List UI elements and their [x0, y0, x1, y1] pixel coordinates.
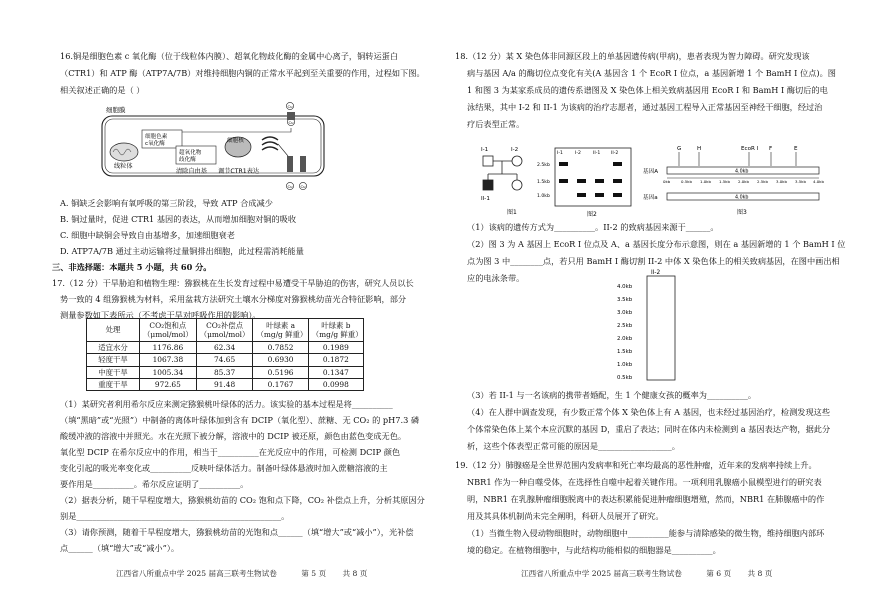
svg-text:4.0kb: 4.0kb — [813, 179, 824, 184]
cell-copper-diagram — [92, 100, 342, 196]
q19-line-4: 用及其具体机制尚未完全阐明，科研人员展开了研究。 — [467, 511, 664, 521]
q18-line-5: 疗后表型正常。 — [467, 119, 525, 129]
q19-line-3: 明，NBR1 在乳腺肿瘤细胞脱离中的表达积累能促进肿瘤细胞增殖，然而，NBR1 在肺腺癌中的作 — [467, 494, 825, 504]
geneA-length: 4.0kb — [735, 169, 749, 175]
q17-1-line-3: 酸缓冲液的溶液中并照光。水在光照下被分解，溶液中的 DCIP 被还原，颜色由蓝色变成无色。 — [60, 431, 407, 441]
table-row: 轻度干旱 1067.38 74.65 0.6930 0.1872 — [87, 354, 364, 366]
q17-2-line-1: （2）据表分析，随干旱程度增大，猕猴桃幼苗的 CO₂ 饱和点下降，CO₂ 补偿点上升，分析其原因分 — [60, 495, 425, 505]
table-row: 重度干旱 972.65 91.48 0.1767 0.0998 — [87, 378, 364, 390]
q18-3: （3）若 II-1 与一名该病的携带者婚配，生 1 个健康女孩的概率为__________。 — [467, 390, 757, 400]
footer-page: 第 5 页 — [301, 569, 327, 578]
gel2-size-15: 1.5kb — [537, 180, 550, 185]
footer-total: 共 8 页 — [342, 569, 368, 578]
q17-line-3: 测量参数如下表所示（不考虑干旱对呼吸作用的影响）。 — [60, 310, 261, 320]
ctr1-expr-label: 调节CTR1表达 — [218, 168, 260, 175]
site-EcoRI: EcoR I — [741, 146, 759, 152]
q17-2-line-2: 别是__________________________________________________。 — [60, 511, 290, 521]
q19-line-2: NBR1 作为一种自噬受体，在选择性自噬中起着关键作用。一项利用乳腺癌小鼠模型进行的研究表 — [467, 477, 822, 487]
th-treatment: 处理 — [87, 319, 140, 342]
svg-text:1.0kb: 1.0kb — [617, 362, 633, 368]
mito-label: 线粒体 — [114, 163, 133, 170]
svg-text:1.5kb: 1.5kb — [617, 349, 633, 355]
affected-male-II1-symbol — [483, 180, 493, 190]
svg-text:Cu: Cu — [288, 120, 294, 125]
footer-school: 江西省八所重点中学 2025 届高三联考生物试卷 — [521, 569, 682, 578]
genea-length: 4.0kb — [735, 195, 749, 201]
q17-1-line-6: 要作用是__________。希尔反应证明了__________。 — [60, 479, 249, 489]
footer-page: 第 6 页 — [706, 569, 732, 578]
svg-text:2.5kb: 2.5kb — [757, 179, 768, 184]
lane-I2: I-2 — [575, 151, 581, 156]
female-II2-symbol — [512, 180, 522, 190]
left-footer — [116, 568, 367, 580]
q16-option-a: A. 铜缺乏会影响有氧呼吸的第三阶段，导致 ATP 合成减少 — [60, 198, 273, 208]
section-3-heading: 三、非选择题：本题共 5 小题，共 60 分。 — [52, 262, 212, 272]
table-row: 中度干旱 1005.34 85.37 0.5196 0.1347 — [87, 366, 364, 378]
box1-line1: 细胞色素 — [145, 134, 168, 140]
fig2-label: 图2 — [587, 211, 597, 218]
svg-text:2.5kb: 2.5kb — [617, 323, 633, 329]
genea-label: 基因a — [643, 195, 658, 201]
th-chl-a: 叶绿素 a （mg/g 鲜重） — [253, 319, 308, 342]
svg-text:3.5kb: 3.5kb — [795, 179, 806, 184]
site-G: G — [677, 146, 682, 152]
table-header-row — [87, 319, 364, 342]
gel2-size-25: 2.5kb — [537, 163, 550, 168]
scale-ticks — [663, 179, 824, 184]
site-H: H — [697, 146, 702, 152]
atp7a-pump — [287, 156, 293, 172]
membrane-label: 细胞膜 — [106, 106, 126, 114]
lane-II1: II-1 — [593, 151, 601, 156]
answer-gel-lane-box[interactable] — [647, 276, 675, 380]
q18-4-line-2: 个体常染色体上某个本应沉默的基因 D，重启了表达；同时在体内未检测到 a 基因表达产物，据此分 — [467, 424, 831, 434]
answer-gel-lane: II-2 — [651, 270, 661, 276]
q17-line-1: 17.（12 分）干旱胁迫和植物生理：猕猴桃在生长发育过程中易遭受干旱胁迫的伤害，研究人员以长 — [52, 278, 414, 288]
svg-text:0.5kb: 0.5kb — [681, 179, 692, 184]
atp7b-pump — [300, 156, 306, 172]
answer-gel-sizes — [617, 284, 633, 381]
svg-text:Cu: Cu — [287, 104, 293, 109]
svg-text:0kb: 0kb — [663, 179, 671, 184]
gel-figure-2 — [537, 142, 637, 220]
mitochondrion-icon — [110, 143, 138, 161]
pedigree-I1-label: I-1 — [481, 147, 489, 153]
svg-text:0.5kb: 0.5kb — [617, 375, 633, 381]
q18-4-line-1: （4）在人群中调查发现，有少数正常个体 X 染色体上有 A 基因，也未经过基因治疗，检测发现这些 — [467, 407, 831, 417]
male-I1-symbol — [483, 156, 493, 166]
svg-text:3.0kb: 3.0kb — [617, 310, 633, 316]
q16-line-1: 16.铜是细胞色素 c 氧化酶（位于线粒体内膜）、超氧化物歧化酶的金属中心离子，铜转运蛋白 — [60, 51, 399, 61]
q18-2-line-2: 点为图 3 中________点，若只用 BamH I 酶切割 II-2 中体 X 染色体上的相关致病基因，在图中画出相 — [467, 256, 840, 266]
box2-line1: 超氧化物 — [179, 150, 202, 156]
gene-map-figure-3 — [643, 142, 833, 220]
q18-2-line-1: （2）图 3 为 A 基因上 EcoR I 位点及 A、a 基因长度分布示意图，则在 a 基因新增的 1 个 BamH I 位 — [467, 239, 846, 249]
golgi-icon — [262, 137, 278, 150]
svg-text:1.5kb: 1.5kb — [719, 179, 730, 184]
q19-line-6: 境的稳定。在植物细胞中，与此结构功能相似的细胞器是__________。 — [467, 545, 721, 555]
q17-1-line-4: 氧化型 DCIP 在希尔反应中的作用，相当于__________在光反应中的作用，可检测 DCIP 颜色 — [60, 447, 401, 457]
geneA-label: 基因A — [643, 169, 659, 175]
pedigree-II1-label: II-1 — [481, 196, 490, 202]
footer-school: 江西省八所重点中学 2025 届高三联考生物试卷 — [116, 569, 277, 578]
svg-text:2.0kb: 2.0kb — [738, 179, 749, 184]
q18-line-3: 1 和图 3 为某家系成员的遗传系谱图及 X 染色体上相关致病基因用 EcoR I 和 BamH I 酶切后的电 — [467, 85, 828, 95]
box2-line2: 歧化酶 — [179, 157, 196, 163]
svg-text:3.0kb: 3.0kb — [776, 179, 787, 184]
ctr1-channel — [287, 112, 295, 120]
nucleus-label: 细胞核 — [227, 138, 244, 144]
q18-2-line-3: 应的电泳条带。 — [467, 273, 525, 283]
q18-line-4: 泳结果，其中 I-2 和 II-1 为该病的治疗志愿者，通过基因工程导入正常基因至神经干细胞，经过治 — [467, 102, 823, 112]
q17-1-line-5: 变化引起的吸光率变化或__________反映叶绿体活力。制备叶绿体悬液时加入蔗糖溶液的主 — [60, 463, 388, 473]
female-I2-symbol — [512, 156, 522, 166]
answer-gel — [613, 266, 703, 384]
q18-4-line-3: 析，这些个体表型正常可能的原因是__________________。 — [467, 441, 680, 451]
svg-text:2.0kb: 2.0kb — [617, 336, 633, 342]
site-F: F — [769, 146, 773, 152]
q18-line-1: 18.（12 分）某 X 染色体非同源区段上的单基因遗传病(甲病)，患者表现为智力障碍。研究发现该 — [455, 51, 810, 61]
q16-option-c: C. 细胞中缺铜会导致自由基增多，加速细胞衰老 — [60, 230, 235, 240]
box1-line2: c氧化酶 — [145, 141, 165, 147]
q17-data-table — [86, 318, 364, 391]
site-E: E — [794, 146, 798, 152]
svg-text:4.0kb: 4.0kb — [617, 284, 633, 290]
q19-line-1: 19.（12 分）肺腺癌是全世界范围内发病率和死亡率均最高的恶性肿瘤，近年来的发病率持续上升。 — [455, 460, 817, 470]
svg-text:Cu: Cu — [300, 184, 306, 189]
q19-line-5: （1）当微生物入侵动物细胞时，动物细胞中__________能参与清除感染的微生物，维持细胞内部环 — [467, 528, 825, 538]
q16-option-b: B. 铜过量时，促进 CTR1 基因的表达，从而增加细胞对铜的吸收 — [60, 214, 297, 224]
fig3-label: 图3 — [737, 209, 747, 216]
q17-3-line-1: （3）请你预测，随着干旱程度增大，猕猴桃幼苗的光饱和点______（填“增大”或“减小”），光补偿 — [60, 527, 414, 537]
table-row: 适宜水分 1176.86 62.34 0.7852 0.1989 — [87, 342, 364, 354]
free-radical-label: 清除自由基 — [176, 168, 207, 175]
q18-1: （1）该病的遗传方式为__________。II-2 的致病基因来源于______。 — [467, 222, 719, 232]
q17-1-line-1: （1）某研究者利用希尔反应来测定猕猴桃叶绿体的活力。该实验的基本过程是将__________ — [60, 399, 393, 409]
th-chl-b: 叶绿素 b （mg/g 鲜重） — [308, 319, 363, 342]
right-footer — [521, 568, 772, 580]
lane-II2: II-2 — [611, 151, 619, 156]
svg-text:3.5kb: 3.5kb — [617, 297, 633, 303]
th-co2-comp: CO₂补偿点 （μmol/mol） — [196, 319, 253, 342]
lane-I1: I-1 — [557, 151, 563, 156]
svg-text:Cu: Cu — [287, 184, 293, 189]
q17-line-2: 势一致的 4 组猕猴桃为材料，采用盆栽方法研究土壤水分梯度对猕猴桃幼苗光合特征影响，部分 — [60, 294, 407, 304]
pedigree-I2-label: I-2 — [511, 147, 519, 153]
footer-total: 共 8 页 — [747, 569, 773, 578]
q18-line-2: 病与基因 A/a 的酶切位点变化有关(A 基因含 1 个 EcoR I 位点，a 基因新增 1 个 BamH I 位点)。图 — [467, 68, 836, 78]
svg-text:1.0kb: 1.0kb — [700, 179, 711, 184]
gel2-size-10: 1.0kb — [537, 194, 550, 199]
q16-option-d: D. ATP7A/7B 通过主动运输将过量铜排出细胞，此过程需消耗能量 — [60, 246, 304, 256]
th-co2-sat: CO₂饱和点 （μmol/mol） — [140, 319, 197, 342]
fig1-label: 图1 — [507, 209, 517, 216]
right-page — [435, 0, 870, 598]
q17-3-line-2: 点______（填“增大”或“减小”）。 — [60, 543, 180, 553]
q16-line-3: 相关叙述正确的是（ ） — [60, 85, 145, 95]
q16-line-2: （CTR1）和 ATP 酶（ATP7A/7B）对维持细胞内铜的正常水平起到至关重要的作用，过程如下图。 — [60, 68, 425, 78]
q17-1-line-2: （填“黑暗”或“光照”）中制备的离体叶绿体加到含有 DCIP（氧化型）、蔗糖、无 CO₂ 的 pH7.3 磷 — [60, 415, 420, 425]
